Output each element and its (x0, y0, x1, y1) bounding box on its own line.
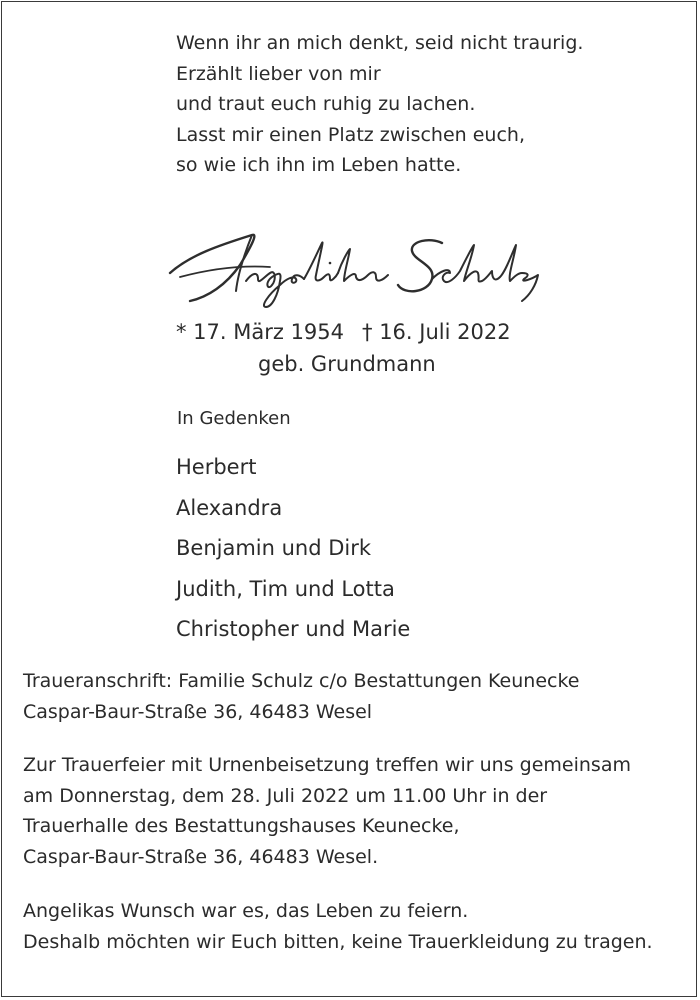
ceremony-line: am Donnerstag, dem 28. Juli 2022 um 11.00 Uhr in der (23, 784, 548, 807)
death-date: † 16. Juli 2022 (362, 320, 511, 344)
wish-line: Deshalb möchten wir Euch bitten, keine Trauerkleidung zu tragen. (23, 930, 653, 953)
mourner-name: Herbert (176, 455, 257, 479)
maiden-name: geb. Grundmann (258, 352, 436, 376)
ceremony-notice (23, 750, 631, 872)
poem-line: Erzählt lieber von mir (176, 62, 381, 85)
address-line: Caspar-Baur-Straße 36, 46483 Wesel (23, 700, 373, 723)
ceremony-line: Zur Trauerfeier mit Urnenbeisetzung treffen wir uns gemeinsam (23, 754, 631, 776)
poem-line: und traut euch ruhig zu lachen. (176, 93, 476, 115)
memorial-heading: In Gedenken (177, 408, 291, 429)
ceremony-line: Trauerhalle des Bestattungshauses Keunecke, (23, 815, 460, 837)
poem (176, 28, 583, 181)
name-signature (160, 215, 550, 315)
poem-line: Wenn ihr an mich denkt, seid nicht traurig. (176, 32, 584, 54)
ceremony-line: Caspar-Baur-Straße 36, 46483 Wesel. (23, 845, 379, 868)
life-dates (176, 318, 511, 346)
mourner-name: Benjamin und Dirk (176, 536, 372, 560)
mourner-name: Alexandra (176, 495, 283, 520)
wish-line: Angelikas Wunsch war es, das Leben zu feiern. (23, 900, 469, 922)
address-line: Traueranschrift: Familie Schulz c/o Bestattungen Keunecke (23, 670, 580, 692)
mourner-name: Judith, Tim und Lotta (176, 576, 395, 601)
mourners-list (176, 447, 410, 650)
mourner-name: Christopher und Marie (176, 617, 411, 641)
poem-line: so wie ich ihn im Leben hatte. (176, 154, 462, 176)
dress-code-wish (23, 896, 653, 957)
poem-line: Lasst mir einen Platz zwischen euch, (176, 123, 525, 146)
birth-date: * 17. März 1954 (176, 320, 345, 344)
mourning-address (23, 666, 579, 727)
